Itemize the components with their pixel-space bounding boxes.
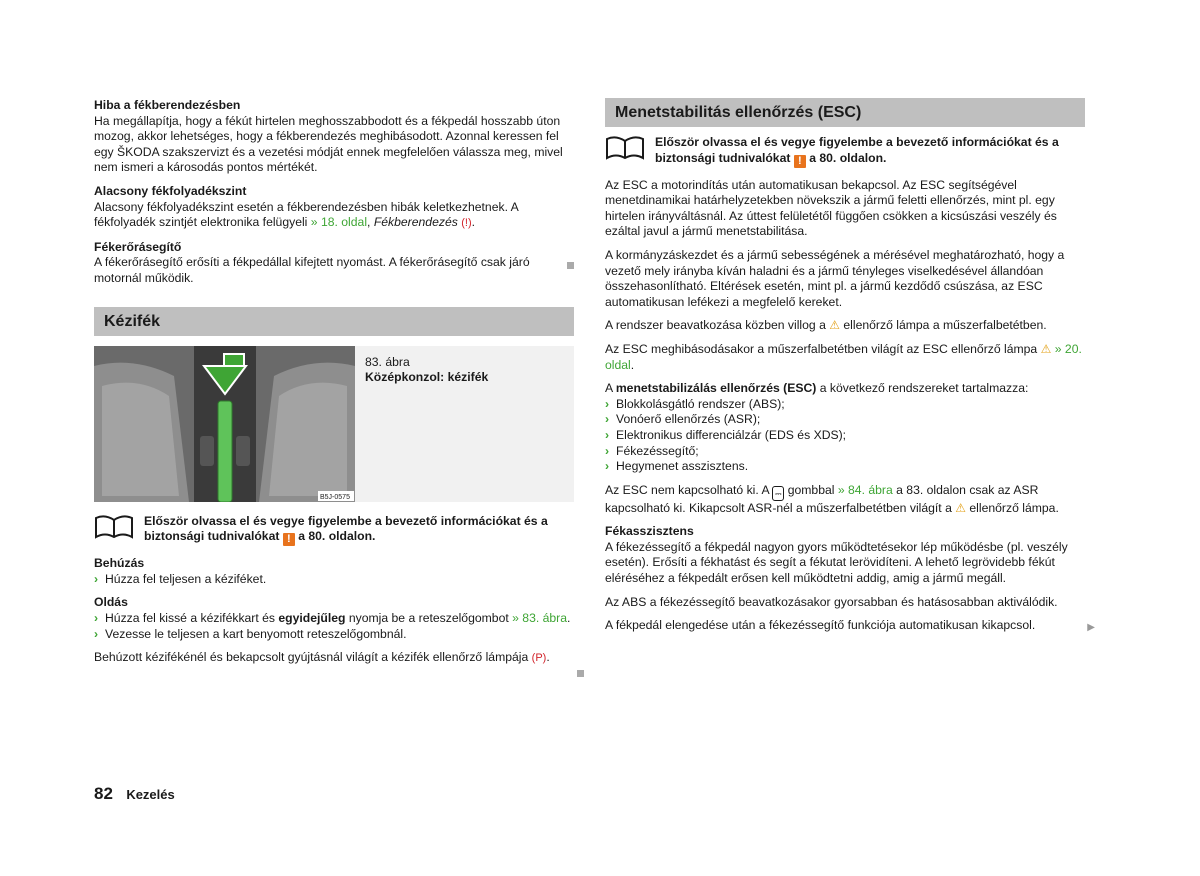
low-fluid-section bbox=[94, 184, 574, 232]
continue-arrow-icon: ▶ bbox=[1087, 622, 1095, 634]
warning-icon: ! bbox=[283, 533, 295, 546]
chevron-right-icon: › bbox=[605, 427, 610, 442]
asr-button-icon: ⎓ bbox=[772, 486, 784, 501]
list-item: › Hegymenet asszisztens. bbox=[605, 459, 749, 474]
servo-section bbox=[94, 240, 574, 287]
handbrake-warning-icon: (P) bbox=[531, 652, 547, 665]
chevron-right-icon: › bbox=[605, 396, 610, 411]
esc-paragraph-3: A rendszer beavatkozása közben villog a ⚠ ellenőrző lámpa a műszerfalbetétben. bbox=[605, 318, 1047, 333]
handbrake-lamp-section bbox=[94, 650, 574, 667]
figure-83-link[interactable]: » 83. ábra bbox=[512, 610, 568, 625]
brake-failure-text: Ha megállapítja, hogy a fékút hirtelen meghosszabbodott és a fékpedál hosszabb úton mozog, akkor lehetséges, hogy a fékberendezés meghibásodott. Azonnal keressen fel egy ŠKODA szakszervizt és a vezetési módját ennek megfelelően válassza meg, mivel nem ismeri a károsodás pontos mértékét. bbox=[94, 113, 563, 175]
page-number: 82 bbox=[94, 784, 113, 803]
release-section bbox=[94, 595, 574, 642]
list-item: › Fékezéssegítő; bbox=[605, 443, 699, 458]
figure-number: 83. ábra bbox=[365, 354, 410, 369]
esc-lamp-icon: ⚠ bbox=[1040, 341, 1052, 356]
chevron-right-icon: › bbox=[605, 443, 610, 458]
low-fluid-heading: Alacsony fékfolyadékszint bbox=[94, 183, 247, 198]
esc-systems-list bbox=[605, 381, 1085, 475]
list-item: › Blokkolásgátló rendszer (ABS); bbox=[605, 396, 785, 411]
section-end-marker bbox=[567, 262, 574, 269]
left-column bbox=[94, 98, 574, 667]
pull-heading: Behúzás bbox=[94, 556, 145, 571]
figure-83 bbox=[94, 346, 574, 502]
brake-failure-heading: Hiba a fékberendezésben bbox=[94, 98, 241, 112]
figure-title: Középkonzol: kézifék bbox=[365, 370, 489, 385]
book-icon bbox=[605, 136, 645, 160]
page-footer bbox=[94, 786, 175, 804]
safety-notice bbox=[94, 514, 574, 547]
esc-section-title: Menetstabilitás ellenőrzés (ESC) bbox=[605, 98, 1085, 127]
chevron-right-icon: › bbox=[605, 459, 610, 474]
center-console-illustration bbox=[94, 346, 355, 502]
list-item: › Elektronikus differenciálzár (EDS és XDS); bbox=[605, 427, 847, 442]
esc-paragraph-1: Az ESC a motorindítás után automatikusan bekapcsol. Az ESC segítségével menetdinamikai határhelyzetekben növekszik a jármű feletti ellenőrzés, mint pl. egy hirtelen irányváltásnál. Az úttest felületétől függően csökken a kicsúszási veszély és ezáltal javul a jármű menetstabilitása. bbox=[605, 177, 1057, 239]
brake-assist-section bbox=[605, 524, 1085, 586]
list-item: › Vezesse le teljesen a kart benyomott reteszelőgombnál. bbox=[94, 626, 407, 641]
servo-heading: Fékerőrásegítő bbox=[94, 239, 182, 254]
brake-assist-text: A fékezéssegítő a fékpedál nagyon gyors működtetésekor lép működésbe (pl. veszély esetén). Erősíti a fékhatást és segít a fékutat lerövidíteni. A lehető legrövidebb fékút eléréséhez a fékpedált erősen kell működtetni addig, amig a jármű megáll. bbox=[605, 539, 1068, 586]
esc-paragraph-6: Az ESC nem kapcsolható ki. A ⎓ gombbal » 84. ábra a 83. oldalon csak az ASR kapcsolható ki. Kikapcsolt ASR-nél a műszerfalbetétben világít a ⚠ ellenőrző lámpa. bbox=[605, 482, 1059, 515]
chapter-name: Kezelés bbox=[126, 787, 175, 802]
notice-text: Először olvassa el és vegye figyelembe a bevezető információkat és a biztonsági tudnivalókat ! a 80. oldalon. bbox=[655, 135, 1059, 167]
esc-paragraph-9: A fékpedál elengedése után a fékezéssegítő funkciója automatikusan kikapcsol. bbox=[605, 618, 1036, 633]
handbrake-lamp-text: Behúzott kézifékénél és bekapcsolt gyújtásnál világít a kézifék ellenőrző lámpája (P). bbox=[94, 650, 550, 665]
brake-assist-heading: Fékasszisztens bbox=[605, 524, 694, 539]
release-heading: Oldás bbox=[94, 595, 128, 610]
figure-84-link[interactable]: » 84. ábra bbox=[837, 482, 893, 497]
page-18-link[interactable]: » 18. oldal bbox=[310, 215, 368, 230]
book-icon bbox=[94, 515, 134, 539]
esc-systems-intro: A menetstabilizálás ellenőrzés (ESC) a következő rendszereket tartalmazza: bbox=[605, 381, 1029, 396]
servo-text: A fékerőrásegítő erősíti a fékpedállal kifejtett nyomást. A fékerőrásegítő csak járó motornál működik. bbox=[94, 255, 530, 285]
right-column bbox=[605, 98, 1095, 634]
list-item: › Vonóerő ellenőrzés (ASR); bbox=[605, 412, 761, 427]
list-item: › Húzza fel teljesen a kéziféket. bbox=[94, 571, 267, 586]
esc-paragraph-8: Az ABS a fékezéssegítő beavatkozásakor gyorsabban és hatásosabban aktiválódik. bbox=[605, 594, 1058, 609]
figure-caption bbox=[355, 346, 574, 502]
chevron-right-icon: › bbox=[94, 626, 99, 641]
section-end-marker bbox=[577, 670, 584, 677]
handbrake-image bbox=[94, 346, 355, 502]
brake-warning-icon: (!) bbox=[461, 217, 472, 230]
notice-text: Először olvassa el és vegye figyelembe a bevezető információkat és a biztonsági tudnivalókat ! a 80. oldalon. bbox=[144, 513, 548, 546]
handbrake-section-title: Kézifék bbox=[94, 307, 574, 336]
esc-paragraph-4: Az ESC meghibásodásakor a műszerfalbetétben világít az ESC ellenőrző lámpa ⚠ » 20. oldal. bbox=[605, 341, 1082, 372]
low-fluid-text: Alacsony fékfolyadékszint esetén a fékberendezésben hibák keletkezhetnek. A fékfolyadék szintjét elektronika felügyeli » 18. oldal, Fékberendezés (!). bbox=[94, 199, 519, 230]
esc-paragraph-9-wrap bbox=[605, 618, 1095, 634]
esc-lamp-icon: ⚠ bbox=[829, 318, 841, 333]
page-20-link[interactable]: » 20. oldal bbox=[605, 341, 1082, 372]
brake-system-ref: Fékberendezés bbox=[373, 215, 458, 230]
chevron-right-icon: › bbox=[94, 610, 99, 625]
chevron-right-icon: › bbox=[94, 571, 99, 586]
esc-paragraph-2: A kormányzáskezdet és a jármű sebességének a mérésével meghatározható, hogy a vezető mely irányba kíván haladni és a jármű tényleges viselkedésével állandóan összehasonlítható. Eltérések esetén, mint pl. a jármű kezdődő csúszása, az ESC automatikusan lefékezi a megfelelő kereket. bbox=[605, 247, 1065, 309]
figure-code: B5J-0575 bbox=[320, 493, 350, 501]
safety-notice bbox=[605, 135, 1085, 168]
pull-section bbox=[94, 556, 574, 587]
warning-icon: ! bbox=[794, 155, 806, 168]
chevron-right-icon: › bbox=[605, 412, 610, 427]
brake-failure-section bbox=[94, 98, 574, 176]
asr-lamp-icon: ⚠ bbox=[955, 500, 967, 515]
list-item: › Húzza fel kissé a kézifékkart és egyidejűleg nyomja be a reteszelőgombot » 83. ábra. bbox=[94, 610, 571, 625]
